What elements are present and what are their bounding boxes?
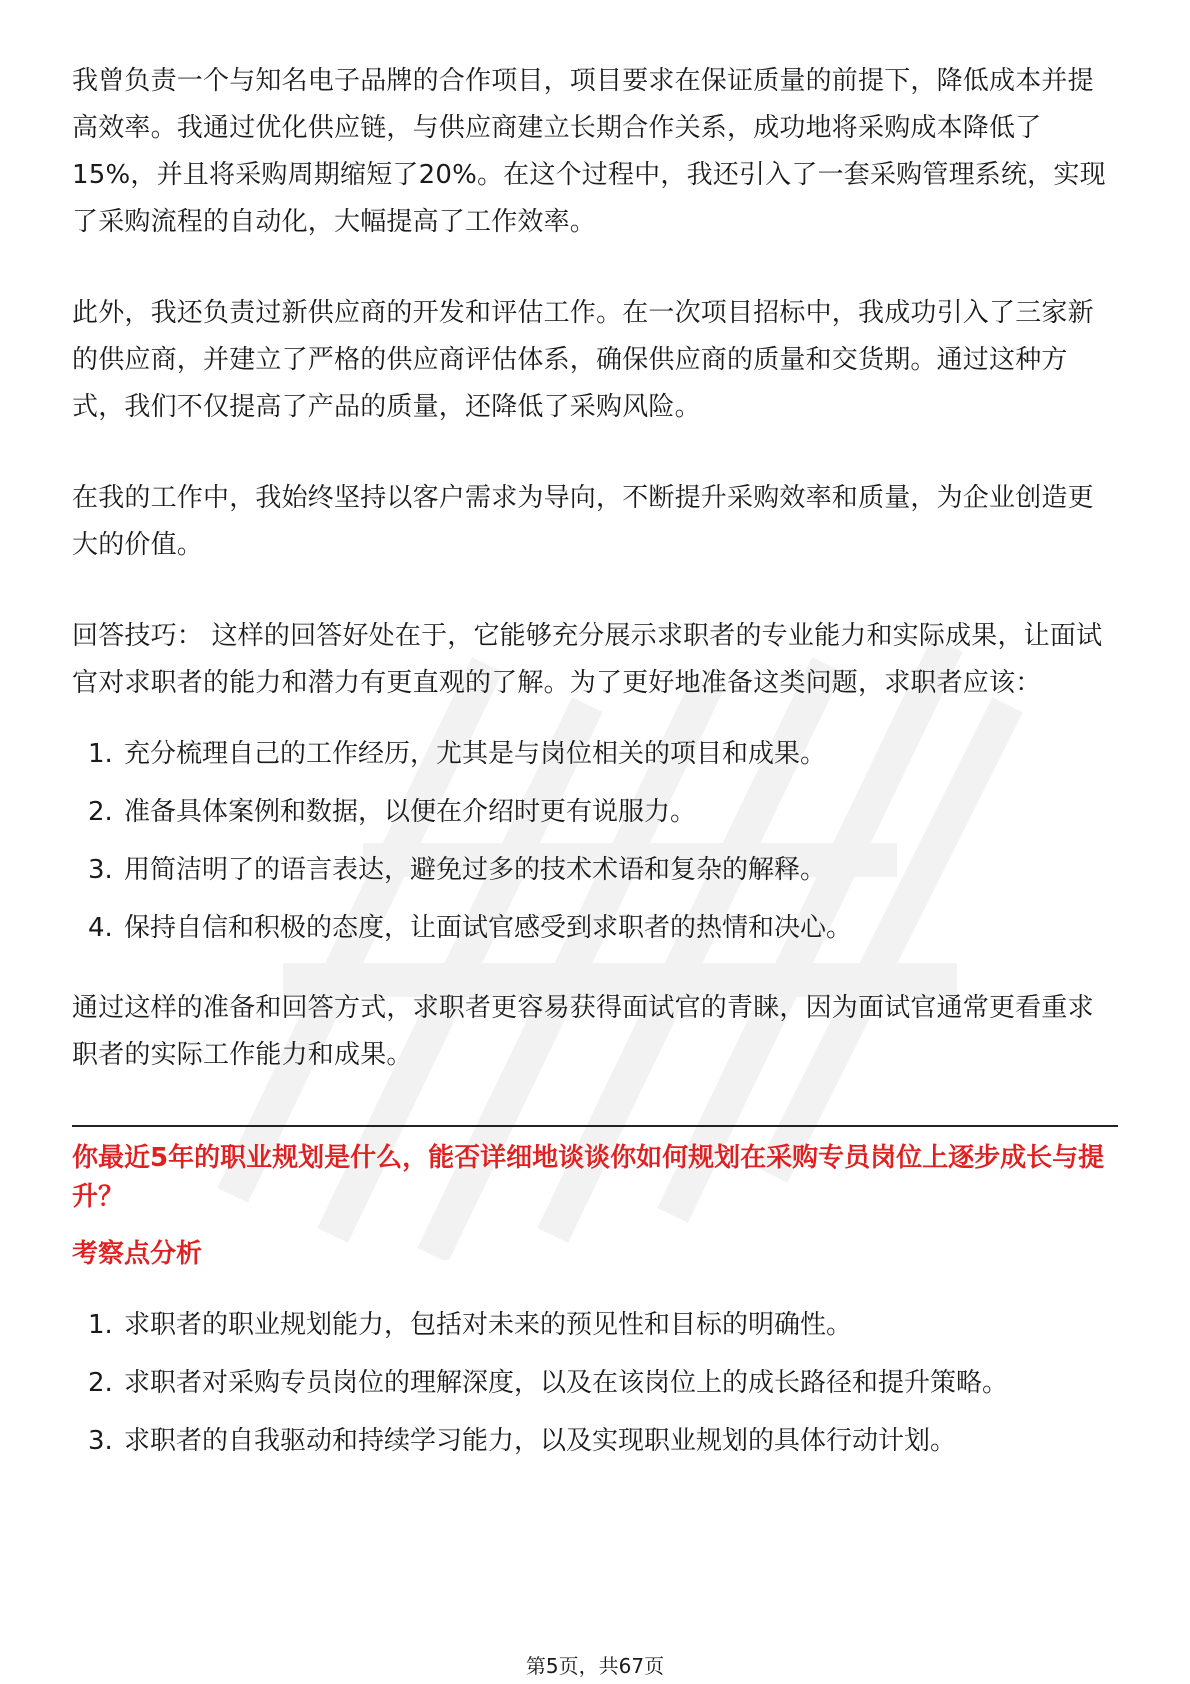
analysis-heading: 考察点分析 [72,1239,203,1269]
list-item: 1. 求职者的职业规划能力，包括对未来的预见性和目标的明确性。 [88,1310,853,1340]
interview-question: 你最近5年的职业规划是什么，能否详细地谈谈你如何规划在采购专员岗位上逐步成长与提升？ [72,1143,1105,1212]
tips-list [72,725,1118,957]
paragraph-closing: 通过这样的准备和回答方式，求职者更容易获得面试官的青睐，因为面试官通常更看重求职者的实际工作能力和成果。 [72,993,1094,1070]
list-item: 4. 保持自信和积极的态度，让面试官感受到求职者的热情和决心。 [88,913,853,943]
section-divider [72,1125,1118,1127]
paragraph-supplier-development: 此外，我还负责过新供应商的开发和评估工作。在一次项目招标中，我成功引入了三家新的供应商，并建立了严格的供应商评估体系，确保供应商的质量和交货期。通过这种方式，我们不仅提高了产品的质量，还降低了采购风险。 [72,298,1094,422]
list-item: 1. 充分梳理自己的工作经历，尤其是与岗位相关的项目和成果。 [88,739,827,769]
paragraph-customer-orientation: 在我的工作中，我始终坚持以客户需求为导向，不断提升采购效率和质量，为企业创造更大的价值。 [72,483,1094,560]
paragraph-project-experience: 我曾负责一个与知名电子品牌的合作项目，项目要求在保证质量的前提下，降低成本并提高效率。我通过优化供应链，与供应商建立长期合作关系，成功地将采购成本降低了15%，并且将采购周期缩短了20%。在这个过程中，我还引入了一套采购管理系统，实现了采购流程的自动化，大幅提高了工作效率。 [72,66,1106,237]
list-item: 3. 用简洁明了的语言表达，避免过多的技术术语和复杂的解释。 [88,855,827,885]
page-number: 第5页，共67页 [525,1654,665,1678]
document-page [72,58,1118,1470]
list-item: 3. 求职者的自我驱动和持续学习能力，以及实现职业规划的具体行动计划。 [88,1426,957,1456]
paragraph-answer-tips: 回答技巧： 这样的回答好处在于，它能够充分展示求职者的专业能力和实际成果，让面试官对求职者的能力和潜力有更直观的了解。为了更好地准备这类问题，求职者应该： [72,621,1103,698]
list-item: 2. 准备具体案例和数据，以便在介绍时更有说服力。 [88,797,697,827]
analysis-list [72,1296,1118,1470]
list-item: 2. 求职者对采购专员岗位的理解深度，以及在该岗位上的成长路径和提升策略。 [88,1368,1009,1398]
